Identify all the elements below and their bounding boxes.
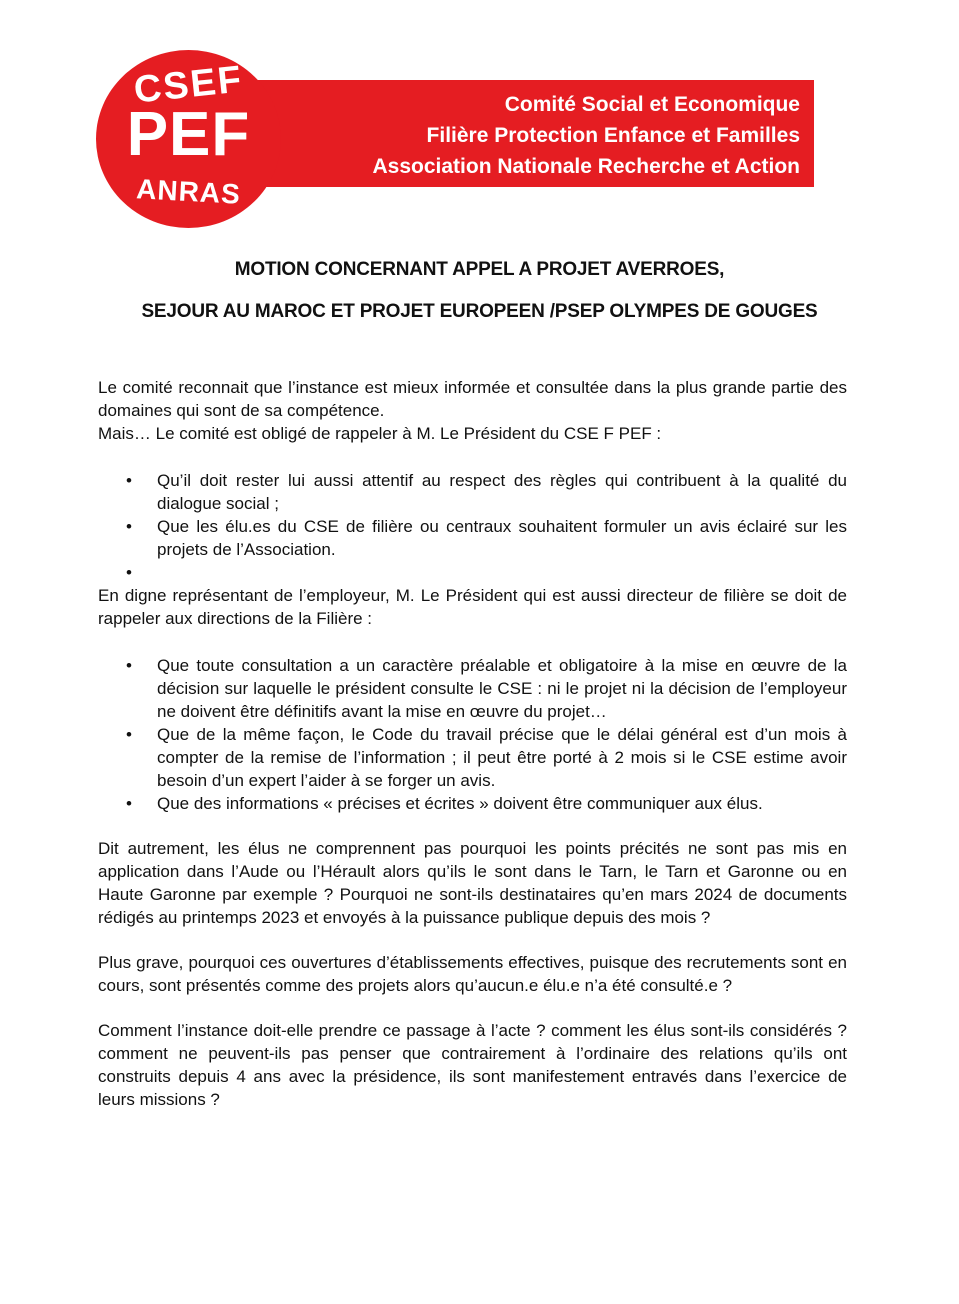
letterhead (0, 0, 959, 230)
logo-text-bottom: ANRAS (135, 173, 242, 210)
list-item-empty (98, 561, 847, 584)
document-title-line-2: SEJOUR AU MAROC ET PROJET EUROPEEN /PSEP OLYMPES DE GOUGES (141, 301, 818, 322)
paragraph-dit-autrement: Dit autrement, les élus ne comprennent pas pourquoi les points précités ne sont pas mis en application dans l’Aude ou l’Hérault alors qu’ils le sont dans le Tarn, le Tarn et Garonne ou en Haute Garonne par exemple ? Pourquoi ne sont-ils destinataires qu’en mars 2024 de documents rédigés au printemps 2023 et envoyés à la puissance publique depuis des mois ? (98, 839, 847, 927)
paragraph-employer: En digne représentant de l’employeur, M. Le Président qui est aussi directeur de filière se doit de rappeler aux directions de la Filière : (98, 586, 847, 628)
banner-text (373, 89, 801, 182)
paragraph-intro: Le comité reconnait que l’instance est mieux informée et consultée dans la plus grande partie des domaines qui sont de sa compétence. (98, 378, 847, 420)
list-item: • Que toute consultation a un caractère préalable et obligatoire à la mise en œuvre de la décision sur laquelle le président consulte le CSE : ni le projet ni la décision de l’employeur ne doivent être définitifs avant la mise en œuvre du projet… (98, 654, 847, 723)
bullet-list-president (98, 469, 847, 584)
banner-line-2: Filière Protection Enfance et Familles (426, 124, 800, 147)
logo-text-middle: PEF (126, 100, 251, 169)
banner-line-3: Association Nationale Recherche et Action (372, 155, 800, 178)
bullet-list-directions (98, 654, 847, 815)
list-item: • Que des informations « précises et écrites » doivent être communiquer aux élus. (98, 792, 847, 815)
paragraph-comment: Comment l’instance doit-elle prendre ce passage à l’acte ? comment les élus sont-ils considérés ? comment ne peuvent-ils pas penser que contrairement à l’ordinaire des relations qu’ils ont construits depuis 4 ans avec la présidence, ils sont manifestement entravés dans l’exercice de leurs missions ? (98, 1021, 847, 1109)
document-body (98, 376, 847, 1111)
document-title-line-1: MOTION CONCERNANT APPEL A PROJET AVERROES, (234, 259, 725, 280)
paragraph-reminder: Mais… Le comité est obligé de rappeler à M. Le Président du CSE F PEF : (98, 424, 662, 443)
logo-text-top: CSEF (131, 58, 246, 112)
list-item: • Qu’il doit rester lui aussi attentif au respect des règles qui contribuent à la qualité du dialogue social ; (98, 469, 847, 515)
paragraph-plus-grave: Plus grave, pourquoi ces ouvertures d’établissements effectives, puisque des recrutements sont en cours, sont présentés comme des projets alors qu’aucun.e élu.e n’a été consulté.e ? (98, 953, 847, 995)
banner-line-1: Comité Social et Economique (504, 93, 800, 116)
list-item: • Que de la même façon, le Code du travail précise que le délai général est d’un mois à compter de la remise de l’information ; il peut être porté à 2 mois si le CSE estime avoir besoin d’un expert l’aider à se forger un avis. (98, 723, 847, 792)
list-item: • Que les élu.es du CSE de filière ou centraux souhaitent formuler un avis éclairé sur les projets de l’Association. (98, 515, 847, 561)
csef-pef-anras-logo (96, 50, 281, 228)
